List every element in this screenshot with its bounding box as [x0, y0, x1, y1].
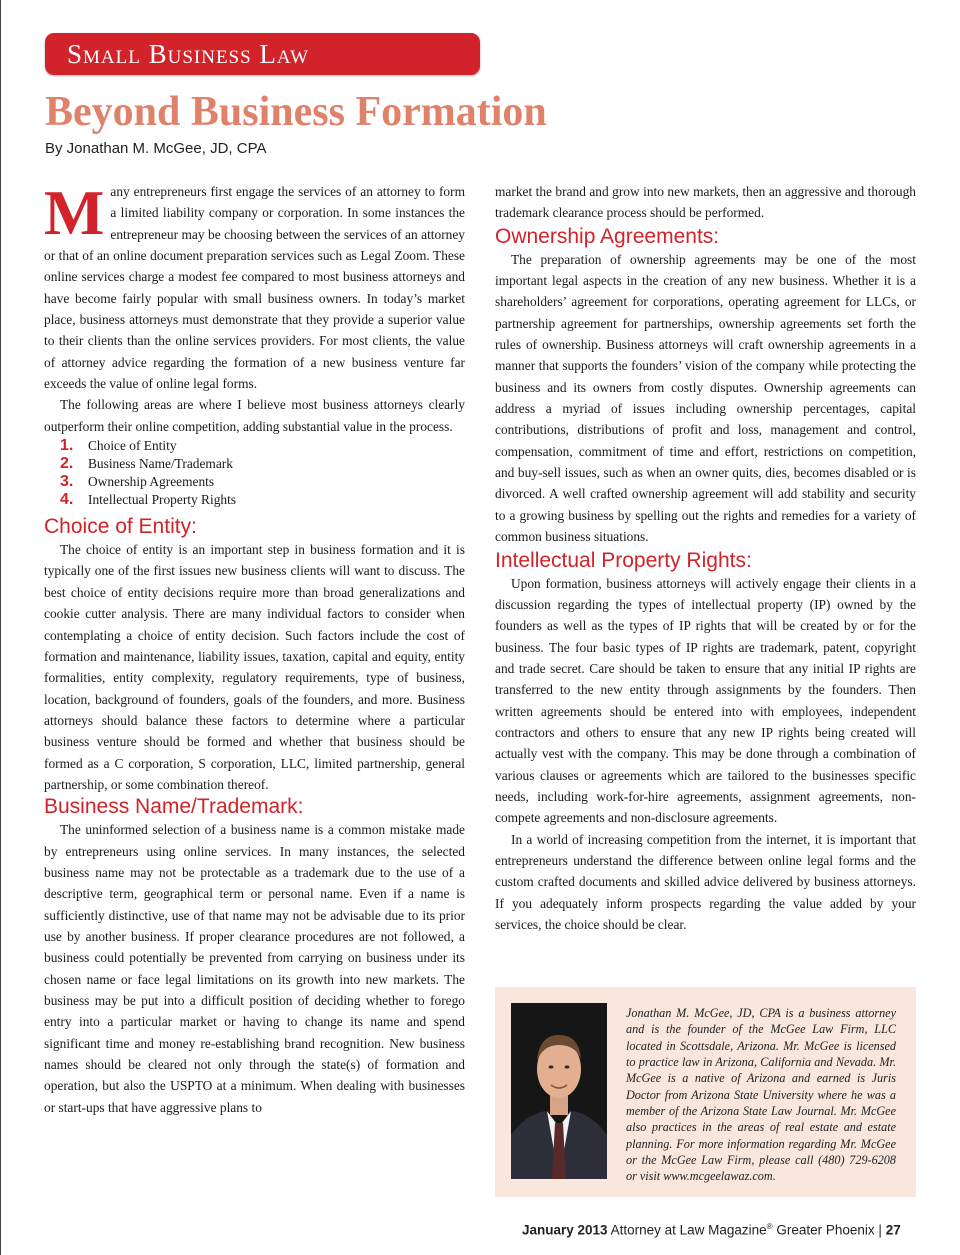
list-label: Choice of Entity [88, 438, 177, 454]
heading-business-name-trademark: Business Name/Trademark: [44, 795, 304, 819]
ip-body: Upon formation, business attorneys will actively engage their clients in a discussion regarding the types of intellectual property (IP) owned by the founders as well as the types of IP rights that will be created by or for the business. The four basic types of IP rights are trademark, patent, copyright and trade secret. Care should be taken to ensure that any initial IP rights are transferred to the new entity through assignments by the founders. Then written agreements should be entered into with employees, independent contractors and others to ensure that any new IP rights being created will actually vest with the company. This may be done through a combination of various clauses or agreements which are tailored to the businesses specific needs, including work-for-hire agreements, assignment agreements, non-compete agreements and non-disclosure agreements. [495, 575, 916, 826]
list-number: 2. [60, 455, 74, 473]
business-name-body: The uninformed selection of a business name is a common mistake made by entrepreneurs using online services. In many instances, the selected business name may not be protectable as a trademark due to the use of a descriptive term, geographical term or personal name. Even if a name is sufficiently distinctive, use of that name may not be advisable due to its prior use by another business. If proper clearance procedures are not followed, a business could potentially be prevented from carrying on business under its chosen name or face legal limitations on its growth into new markets. The business may be put into a difficult position of deciding whether to forego entry into a particular market or having to change its name and spend significant time and money re-establishing brand recognition. New business names should be cleared not only through the state(s) of formation and operation, but also the USPTO at a minimum. When dealing with businesses or start-ups that have aggressive plans to [44, 822, 465, 1115]
byline: By Jonathan M. McGee, JD, CPA [45, 140, 267, 157]
list-item [60, 491, 465, 509]
list-item [60, 437, 465, 455]
author-bio-text: Jonathan M. McGee, JD, CPA is a business attorney and is the founder of the McGee Law Firm, LLC located in Scottsdale, Arizona. Mr. McGee is licensed to practice law in Arizona, California and Nevada. Mr. McGee is a native of Arizona and earned is Juris Doctor from Arizona State University where he was a member of the Arizona State Law Journal. Mr. McGee also practices in the areas of real estate and estate planning. For more information regarding Mr. McGee or the McGee Law Firm, please call (480) 729-6208 or visit www.mcgeelawaz.com. [626, 1006, 896, 1184]
footer-magazine-name: Attorney at Law Magazine [610, 1222, 767, 1238]
author-portrait-icon [511, 1003, 607, 1179]
intro-paragraph [44, 177, 465, 394]
section-banner [45, 33, 480, 75]
choice-of-entity-body: The choice of entity is an important step in business formation and it is typically one of the first issues new business clients will want to discuss. The best choice of entity decisions require more than broad generalizations and cookie cutter analysis. There are many individual factors to consider when contemplating a choice of entity decision. Such factors include the cost of formation and maintenance, liability issues, taxation, capital and equity, entity formalities, entity complexity, regulatory requirements, type of business, location, background of founders, goals of the founders, and more. Business attorneys should balance these factors to determine where a particular business venture should be formed and whether that business should be formed as a C corporation, S corporation, LLC, limited partnership, general partnership, or some combination thereof. [44, 542, 465, 792]
business-name-continued: market the brand and grow into new markets, then an aggressive and thorough trademark clearance process should be performed. [495, 184, 916, 221]
section-label: Small Business Law [67, 39, 310, 69]
footer-registered-mark: ® [766, 1222, 773, 1231]
list-label: Intellectual Property Rights [88, 492, 237, 508]
list-item [60, 473, 465, 491]
heading-ownership-agreements: Ownership Agreements: [495, 224, 720, 248]
list-number: 3. [60, 473, 74, 491]
ownership-body: The preparation of ownership agreements may be one of the most important legal aspects in the creation of any new business. Whether it is a shareholders’ agreement for corporations, operating agreement for LLCs, or partnership agreement for partnerships, ownership agreements set forth the rules of ownership. Business attorneys will craft ownership agreements in a manner that supports the founders’ vision of the company while protecting the business and its owners from costly disputes. Ownership agreements can address a myriad of issues including ownership percentages, capital contributions, distributions of profit and loss, management and control, compensation, commitment of time and effort, restrictions on competition, and buy-sell issues, such as when an owner quits, dies, becomes disabled or is divorced. A well crafted ownership agreement will add stability and security to a growing business by spelling out the rights and remedies for a variety of common business situations. [495, 251, 916, 545]
article-title: Beyond Business Formation [45, 89, 547, 135]
page-number: 27 [885, 1222, 901, 1238]
page-edge-rule [0, 0, 1, 1255]
list-number: 4. [60, 491, 74, 509]
left-column [44, 177, 465, 1118]
author-bio-box [495, 987, 916, 1197]
right-column [495, 181, 916, 935]
intro-text: any entrepreneurs first engage the services of an attorney to form a limited liability company or corporation. In some instances the entrepreneur may be choosing between the services of an attorney or that of an online document preparation services such as Legal Zoom. These online services charge a modest fee compared to most business attorneys and have become fairly popular with small business owners. In today’s market place, business attorneys must demonstrate that they provide a superior value to their clients than the online services providers. For most clients, the value of attorney advice regarding the formation of a new business venture far exceeds the value of online legal forms. [44, 184, 465, 392]
drop-cap: M [44, 177, 105, 248]
list-number: 1. [60, 437, 74, 455]
closing-paragraph: In a world of increasing competition from the internet, it is important that entrepreneurs understand the difference between online legal forms and the custom crafted documents and skilled advice delivered by business attorneys. If you adequately inform prospects regarding the value added by your services, the choice should be clear. [495, 831, 916, 932]
footer-separator: | [878, 1222, 882, 1238]
footer-issue-date: January 2013 [522, 1222, 608, 1238]
list-label: Ownership Agreements [88, 474, 215, 490]
author-photo [511, 1003, 607, 1179]
page-footer [522, 1222, 901, 1238]
footer-edition: Greater Phoenix [776, 1222, 875, 1238]
list-item [60, 455, 465, 473]
heading-intellectual-property: Intellectual Property Rights: [495, 548, 752, 572]
list-label: Business Name/Trademark [88, 456, 233, 472]
focus-area-list [44, 437, 465, 515]
intro-paragraph-2: The following areas are where I believe most business attorneys clearly outperform their online competition, adding substantial value in the process. [44, 397, 465, 434]
heading-choice-of-entity: Choice of Entity: [44, 515, 197, 539]
